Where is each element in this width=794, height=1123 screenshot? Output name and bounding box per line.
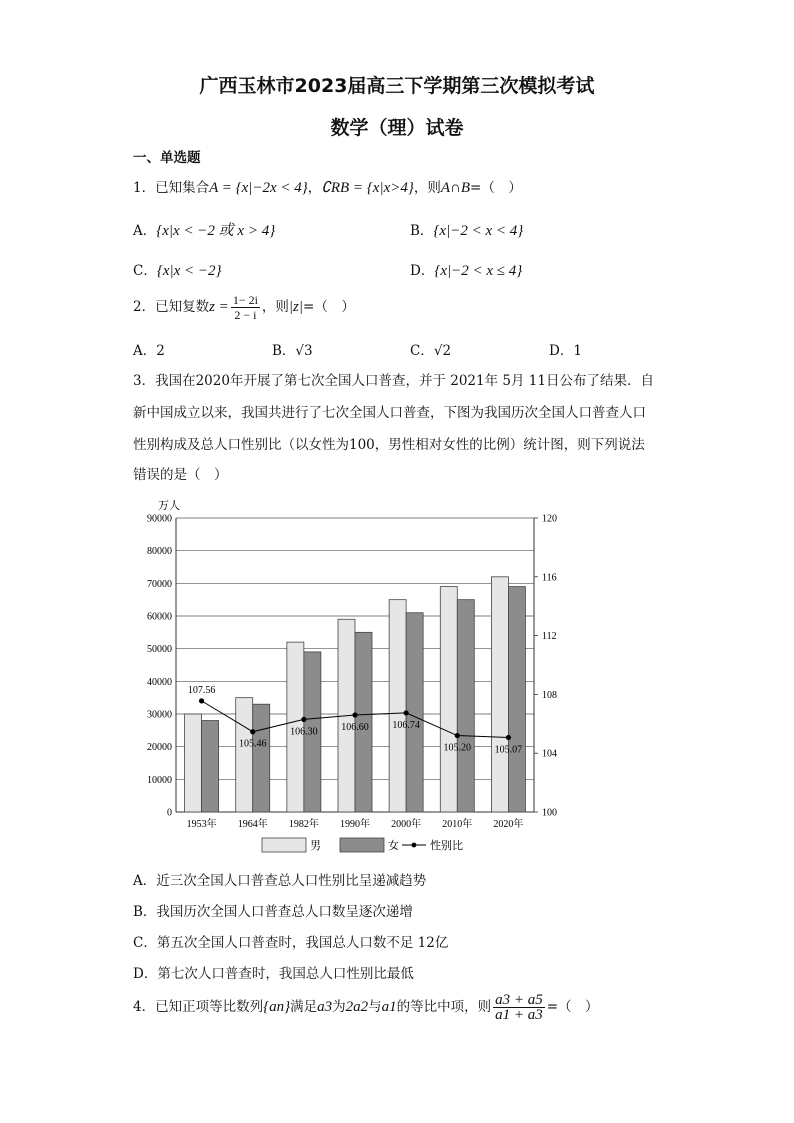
left-tick-label: 0 — [167, 807, 172, 819]
y-axis-unit-label: 万人 — [158, 500, 180, 512]
q3-option-b: B．我国历次全国人口普查总人口数呈逐次递增 — [133, 904, 413, 920]
ratio-point — [352, 712, 357, 717]
ratio-data-label: 105.46 — [238, 738, 267, 750]
population-chart — [130, 496, 590, 858]
q1-option-a: A．{x|x < −2 或 x > 4} — [133, 223, 276, 239]
category-label: 1990年 — [340, 819, 370, 830]
ratio-data-label: 105.07 — [494, 744, 523, 756]
question-1-stem — [133, 176, 522, 197]
category-label: 1982年 — [288, 819, 319, 830]
ratio-data-label: 107.56 — [187, 684, 216, 696]
left-tick-label: 50000 — [147, 644, 172, 656]
q4-text-b: 满足 — [290, 999, 318, 1015]
ratio-data-label: 106.74 — [392, 719, 420, 731]
bar-female — [406, 613, 423, 812]
q1-sep: ， — [307, 180, 322, 196]
exam-subtitle: 数学（理）试卷 — [330, 117, 464, 139]
q1-option-b: B．{x|−2 < x < 4} — [410, 223, 524, 239]
left-tick-label: 30000 — [147, 709, 172, 721]
q1-text-b: ，则 — [413, 180, 441, 196]
q4-a3: a3 — [317, 999, 333, 1015]
bar-male — [440, 587, 457, 812]
q4-seq: {an} — [263, 999, 291, 1015]
bar-female — [457, 600, 474, 812]
left-tick-label: 70000 — [147, 578, 172, 590]
q4-text-c: 为 — [332, 999, 346, 1015]
ratio-data-label: 105.20 — [443, 742, 472, 754]
q3-option-d: D．第七次人口普查时，我国总人口性别比最低 — [133, 966, 414, 982]
q1-option-c: C．{x|x < −2} — [133, 263, 222, 279]
q2-text-c: =（ ） — [303, 299, 355, 315]
legend-label-male: 男 — [310, 840, 321, 852]
q2-frac-den: 2 − i — [234, 308, 257, 322]
right-tick-label: 100 — [542, 807, 557, 819]
left-tick-label: 80000 — [147, 546, 172, 558]
bar-female — [508, 587, 525, 812]
q4-fraction — [493, 993, 545, 1022]
legend-point-ratio — [412, 843, 417, 848]
bar-female — [253, 704, 270, 812]
left-tick-label: 90000 — [147, 513, 172, 525]
q3-line-2: 新中国成立以来，我国共进行了七次全国人口普查，下图为我国历次全国人口普查人口 — [133, 405, 646, 421]
right-tick-label: 104 — [542, 748, 557, 760]
category-label: 2010年 — [442, 819, 473, 830]
q1-set-b: ∁RB = {x|x>4} — [321, 180, 414, 196]
ratio-point — [250, 729, 255, 734]
category-label: 1964年 — [237, 819, 268, 830]
q4-a1: a1 — [381, 999, 397, 1015]
q3-line-4: 错误的是（ ） — [133, 467, 228, 483]
q1-option-d: D．{x|−2 < x ≤ 4} — [410, 263, 523, 279]
q4-frac-den: a1 + a3 — [495, 1007, 543, 1023]
q1-text-c: =（ ） — [470, 180, 522, 196]
ratio-point — [506, 735, 511, 740]
category-label: 2020年 — [493, 819, 524, 830]
q2-option-a: A．2 — [133, 343, 165, 359]
exam-title: 广西玉林市2023届高三下学期第三次模拟考试 — [199, 75, 595, 97]
ratio-data-label: 106.60 — [341, 721, 369, 733]
q3-line-1: 3．我国在2020年开展了第七次全国人口普查，并于 2021年 5月 11日公布了结果．自 — [133, 373, 654, 389]
q4-text-e: 的等比中项，则 — [396, 999, 492, 1015]
q2-text-b: ，则 — [261, 299, 289, 315]
right-tick-label: 108 — [542, 689, 557, 701]
q1-text-a: 1．已知集合 — [133, 180, 210, 196]
right-tick-label: 112 — [542, 631, 557, 643]
q4-text-d: 与 — [368, 999, 382, 1015]
left-tick-label: 20000 — [147, 742, 172, 754]
question-2-stem — [133, 293, 355, 322]
ratio-point — [404, 710, 409, 715]
bar-female — [202, 721, 219, 812]
q4-text-f: =（ ） — [546, 999, 599, 1015]
legend-swatch-female — [340, 838, 384, 852]
right-tick-label: 120 — [542, 513, 557, 525]
q4-frac-num: a3 + a5 — [495, 992, 543, 1008]
ratio-data-label: 106.30 — [290, 726, 318, 738]
ratio-point — [199, 698, 204, 703]
q2-text-a: 2．已知复数 — [133, 299, 210, 315]
q4-text-a: 4．已知正项等比数列 — [133, 999, 264, 1015]
q1-set-a: A = {x|−2x < 4} — [209, 180, 308, 196]
category-label: 1953年 — [186, 819, 217, 830]
legend-label-female: 女 — [388, 840, 399, 852]
legend-swatch-male — [262, 838, 306, 852]
q4-2a2: 2a2 — [345, 999, 369, 1015]
q2-z: z = — [209, 299, 229, 315]
q2-abs-z: |z| — [288, 299, 304, 315]
question-4-stem — [133, 993, 599, 1022]
bar-male — [185, 714, 202, 812]
q2-option-c: C．√2 — [410, 343, 452, 359]
q2-frac-num: 1− 2i — [232, 293, 258, 307]
left-tick-label: 40000 — [147, 676, 172, 688]
q3-line-3: 性别构成及总人口性别比（以女性为100，男性相对女性的比例）统计图，则下列说法 — [133, 437, 645, 453]
q2-option-d: D．1 — [549, 343, 582, 359]
q3-option-c: C．第五次全国人口普查时，我国总人口数不足 12亿 — [133, 935, 449, 951]
ratio-point — [455, 733, 460, 738]
q2-fraction — [231, 293, 260, 322]
q2-option-b: B．√3 — [272, 343, 313, 359]
category-label: 2000年 — [391, 819, 422, 830]
left-tick-label: 60000 — [147, 611, 172, 623]
q1-expr: A∩B — [440, 180, 471, 196]
ratio-point — [301, 717, 306, 722]
left-tick-label: 10000 — [147, 774, 172, 786]
bar-male — [389, 600, 406, 812]
right-tick-label: 116 — [542, 572, 557, 584]
section-heading: 一、单选题 — [133, 150, 201, 166]
bar-male — [491, 577, 508, 812]
legend-label-ratio: 性别比 — [430, 840, 463, 852]
q3-option-a: A．近三次全国人口普查总人口性别比呈递减趋势 — [133, 873, 427, 889]
bar-male — [236, 698, 253, 812]
